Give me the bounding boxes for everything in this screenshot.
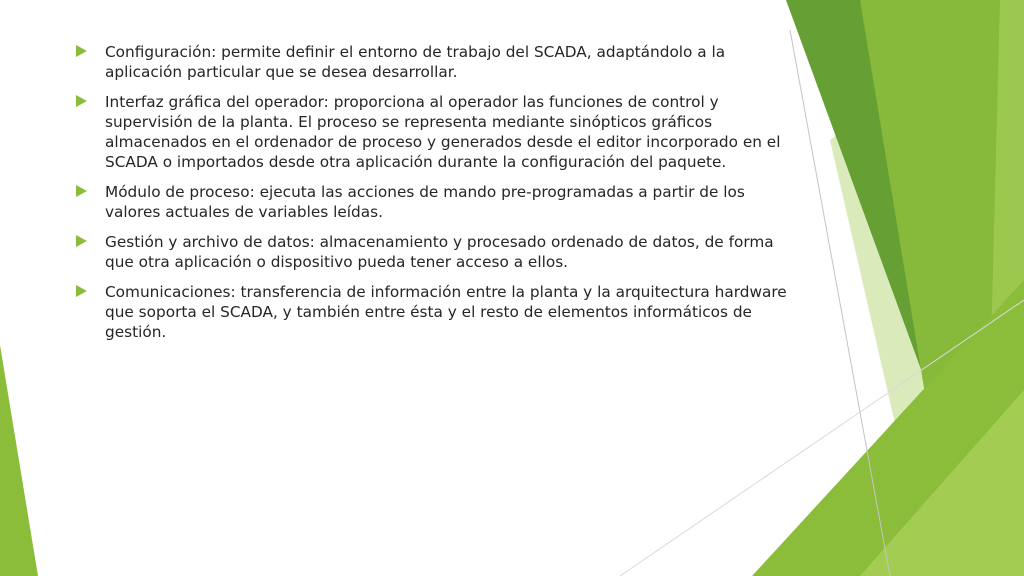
triangle-arrow-icon: [76, 185, 87, 197]
bullet-item-gestion-datos: [76, 232, 796, 272]
bullet-text: Gestión y archivo de datos: almacenamiento y procesado ordenado de datos, de forma que otra aplicación o dispositivo pueda tener acceso a ellos.: [105, 233, 774, 271]
triangle-arrow-icon: [76, 285, 87, 297]
left-accent-shape: [0, 345, 38, 576]
bullet-list: [76, 42, 796, 352]
bullet-text: Módulo de proceso: ejecuta las acciones de mando pre-programadas a partir de los valores actuales de variables leídas.: [105, 183, 745, 221]
bullet-item-modulo-proceso: [76, 182, 796, 222]
bullet-item-configuracion: [76, 42, 796, 82]
bullet-item-interfaz-grafica: [76, 92, 796, 172]
bullet-item-comunicaciones: [76, 282, 796, 342]
bullet-text: Configuración: permite definir el entorno de trabajo del SCADA, adaptándolo a la aplicación particular que se desea desarrollar.: [105, 43, 726, 81]
triangle-arrow-icon: [76, 235, 87, 247]
bullet-text: Comunicaciones: transferencia de información entre la planta y la arquitectura hardware que soporta el SCADA, y también entre ésta y el resto de elementos informáticos de gestión.: [105, 283, 787, 341]
triangle-arrow-icon: [76, 95, 87, 107]
triangle-arrow-icon: [76, 45, 87, 57]
bullet-text: Interfaz gráfica del operador: proporciona al operador las funciones de control y supervisión de la planta. El proceso se representa mediante sinópticos gráficos almacenados en el ordenador de proceso y generados desde el editor incorporado en el SCADA o importados desde otra aplicación durante la configuración del paquete.: [105, 93, 781, 171]
